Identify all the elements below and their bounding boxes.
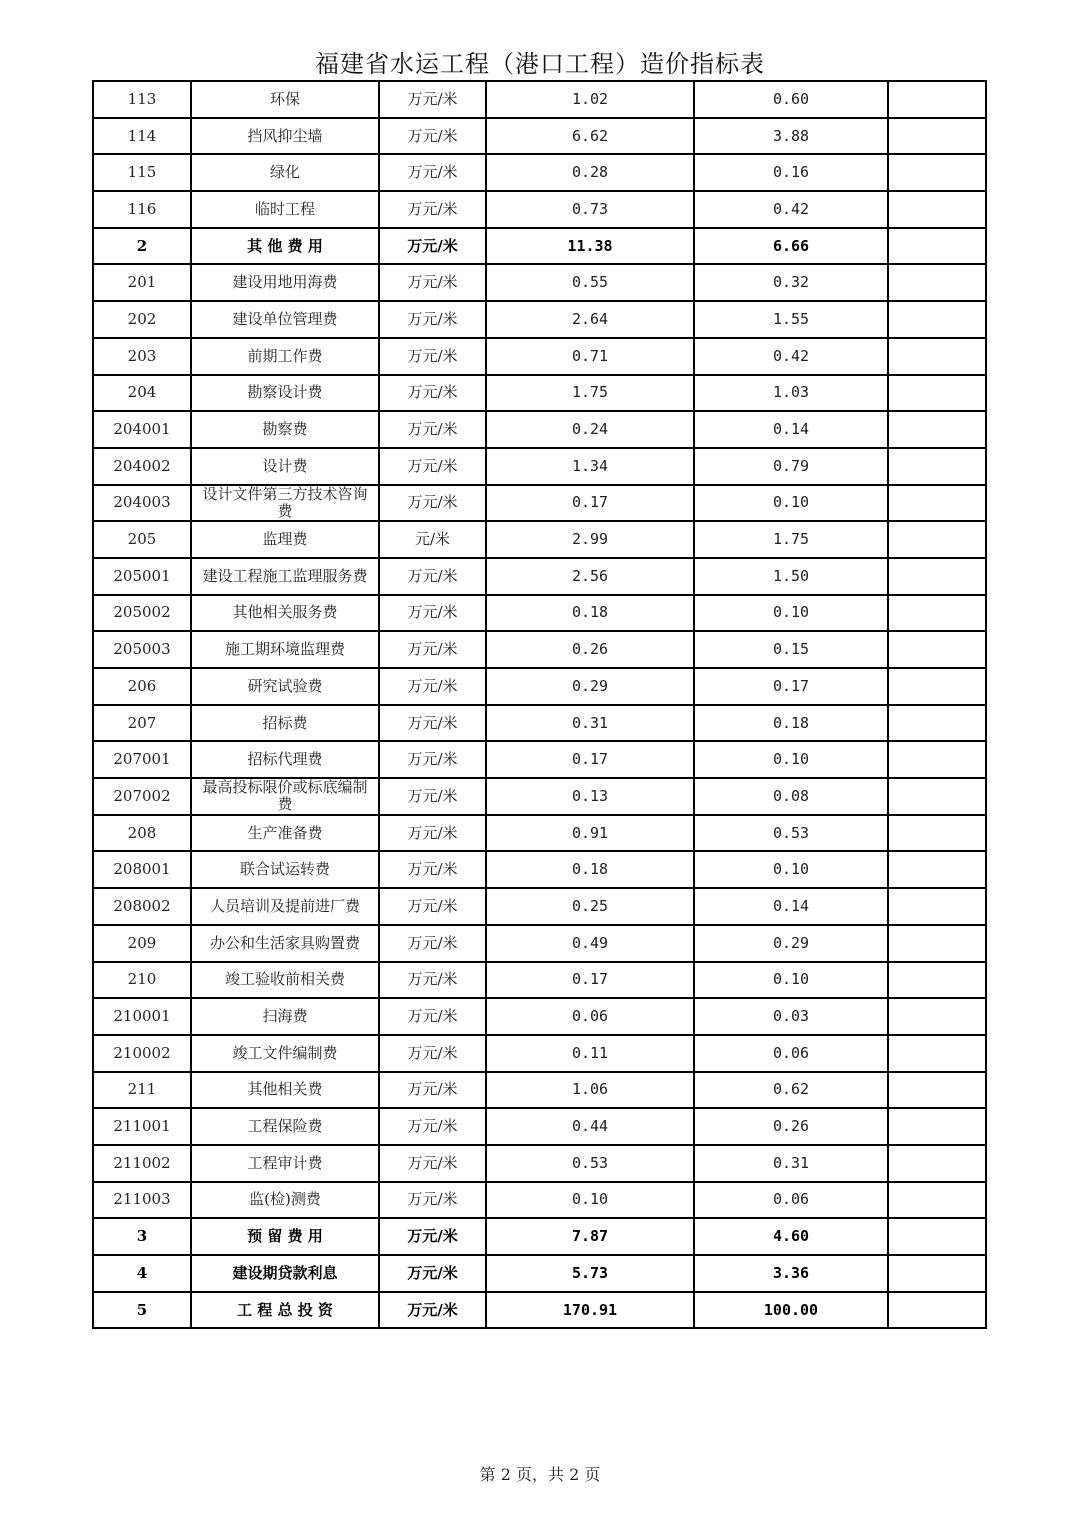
cell-item-name: 绿化 — [191, 154, 379, 191]
cell-code: 4 — [93, 1255, 191, 1292]
table-row — [93, 741, 986, 778]
cell-item-name: 研究试验费 — [191, 668, 379, 705]
cell-cost-index: 5.73 — [486, 1255, 694, 1292]
cell-remark — [888, 1182, 986, 1219]
table-row — [93, 81, 986, 118]
table-row — [93, 485, 986, 522]
cell-cost-index: 2.56 — [486, 558, 694, 595]
cell-remark — [888, 1218, 986, 1255]
table-row — [93, 1218, 986, 1255]
cell-code: 209 — [93, 925, 191, 962]
cell-unit: 万元/米 — [379, 1072, 486, 1109]
cell-cost-index: 2.64 — [486, 301, 694, 338]
cell-unit: 万元/米 — [379, 741, 486, 778]
cell-code: 204003 — [93, 485, 191, 522]
cell-remark — [888, 962, 986, 999]
cell-cost-index: 1.75 — [486, 375, 694, 412]
cell-item-name: 前期工作费 — [191, 338, 379, 375]
cell-unit: 万元/米 — [379, 998, 486, 1035]
cell-code: 211001 — [93, 1108, 191, 1145]
cell-percentage: 0.10 — [694, 851, 888, 888]
table-row — [93, 962, 986, 999]
cell-code: 208001 — [93, 851, 191, 888]
cell-code: 208 — [93, 815, 191, 852]
cell-unit: 万元/米 — [379, 264, 486, 301]
cell-unit: 万元/米 — [379, 191, 486, 228]
cell-percentage: 0.79 — [694, 448, 888, 485]
cell-cost-index: 0.25 — [486, 888, 694, 925]
table-row — [93, 521, 986, 558]
cell-percentage: 6.66 — [694, 228, 888, 265]
cell-code: 2 — [93, 228, 191, 265]
cell-cost-index: 0.31 — [486, 705, 694, 742]
table-row — [93, 228, 986, 265]
cell-item-name: 建设工程施工监理服务费 — [191, 558, 379, 595]
cell-unit: 万元/米 — [379, 375, 486, 412]
table-row — [93, 1035, 986, 1072]
table-row — [93, 118, 986, 155]
cell-code: 205003 — [93, 631, 191, 668]
cell-percentage: 100.00 — [694, 1292, 888, 1329]
cell-remark — [888, 888, 986, 925]
cell-item-name: 工 程 总 投 资 — [191, 1292, 379, 1329]
cell-percentage: 0.06 — [694, 1035, 888, 1072]
cell-code: 207 — [93, 705, 191, 742]
cell-unit: 万元/米 — [379, 595, 486, 632]
cell-percentage: 0.29 — [694, 925, 888, 962]
cell-percentage: 0.08 — [694, 778, 888, 815]
cell-remark — [888, 228, 986, 265]
table-row — [93, 448, 986, 485]
table-body — [93, 81, 986, 1328]
cell-remark — [888, 1072, 986, 1109]
cell-percentage: 0.18 — [694, 705, 888, 742]
table-row — [93, 558, 986, 595]
cell-code: 211 — [93, 1072, 191, 1109]
cell-cost-index: 0.17 — [486, 485, 694, 522]
cell-unit: 万元/米 — [379, 778, 486, 815]
cell-cost-index: 0.55 — [486, 264, 694, 301]
cell-unit: 万元/米 — [379, 1108, 486, 1145]
cell-code: 205001 — [93, 558, 191, 595]
table-row — [93, 631, 986, 668]
cell-remark — [888, 338, 986, 375]
cell-unit: 万元/米 — [379, 228, 486, 265]
cell-percentage: 0.31 — [694, 1145, 888, 1182]
cell-item-name: 生产准备费 — [191, 815, 379, 852]
cell-cost-index: 6.62 — [486, 118, 694, 155]
cell-item-name: 挡风抑尘墙 — [191, 118, 379, 155]
cell-cost-index: 0.24 — [486, 411, 694, 448]
cell-cost-index: 1.02 — [486, 81, 694, 118]
cell-code: 207002 — [93, 778, 191, 815]
cell-item-name: 设计费 — [191, 448, 379, 485]
cell-remark — [888, 815, 986, 852]
cell-percentage: 0.60 — [694, 81, 888, 118]
cell-remark — [888, 1108, 986, 1145]
cell-unit: 万元/米 — [379, 118, 486, 155]
table-row — [93, 1108, 986, 1145]
cell-unit: 万元/米 — [379, 1035, 486, 1072]
cell-percentage: 0.15 — [694, 631, 888, 668]
cell-percentage: 4.60 — [694, 1218, 888, 1255]
cell-item-name: 环保 — [191, 81, 379, 118]
cell-cost-index: 0.13 — [486, 778, 694, 815]
cell-item-name: 施工期环境监理费 — [191, 631, 379, 668]
cell-remark — [888, 558, 986, 595]
cell-remark — [888, 1255, 986, 1292]
table-row — [93, 1182, 986, 1219]
cell-cost-index: 0.17 — [486, 962, 694, 999]
cell-unit: 万元/米 — [379, 1145, 486, 1182]
cell-cost-index: 0.17 — [486, 741, 694, 778]
cell-percentage: 0.42 — [694, 191, 888, 228]
cell-unit: 元/米 — [379, 521, 486, 558]
cell-percentage: 1.50 — [694, 558, 888, 595]
cell-percentage: 0.10 — [694, 962, 888, 999]
cell-cost-index: 0.49 — [486, 925, 694, 962]
cell-code: 204 — [93, 375, 191, 412]
cell-code: 210 — [93, 962, 191, 999]
cell-item-name: 工程审计费 — [191, 1145, 379, 1182]
cell-unit: 万元/米 — [379, 1292, 486, 1329]
cell-item-name: 扫海费 — [191, 998, 379, 1035]
cell-code: 208002 — [93, 888, 191, 925]
cell-remark — [888, 668, 986, 705]
cell-cost-index: 0.28 — [486, 154, 694, 191]
cell-item-name: 预 留 费 用 — [191, 1218, 379, 1255]
cell-remark — [888, 411, 986, 448]
table-row — [93, 1255, 986, 1292]
cell-percentage: 0.62 — [694, 1072, 888, 1109]
cell-remark — [888, 631, 986, 668]
cell-unit: 万元/米 — [379, 485, 486, 522]
cell-remark — [888, 1292, 986, 1329]
cell-percentage: 0.06 — [694, 1182, 888, 1219]
cell-item-name: 设计文件第三方技术咨询费 — [191, 485, 379, 522]
cell-percentage: 3.88 — [694, 118, 888, 155]
cell-unit: 万元/米 — [379, 154, 486, 191]
cell-percentage: 0.03 — [694, 998, 888, 1035]
cell-unit: 万元/米 — [379, 411, 486, 448]
cell-percentage: 0.26 — [694, 1108, 888, 1145]
table-row — [93, 998, 986, 1035]
cell-unit: 万元/米 — [379, 558, 486, 595]
cost-index-table — [92, 80, 987, 1329]
table-row — [93, 1072, 986, 1109]
cell-code: 202 — [93, 301, 191, 338]
cell-remark — [888, 264, 986, 301]
cell-code: 115 — [93, 154, 191, 191]
cell-code: 203 — [93, 338, 191, 375]
cell-unit: 万元/米 — [379, 888, 486, 925]
cell-cost-index: 0.53 — [486, 1145, 694, 1182]
cell-remark — [888, 301, 986, 338]
cell-cost-index: 0.71 — [486, 338, 694, 375]
cell-unit: 万元/米 — [379, 301, 486, 338]
cell-item-name: 竣工文件编制费 — [191, 1035, 379, 1072]
table-row — [93, 191, 986, 228]
cell-item-name: 人员培训及提前进厂费 — [191, 888, 379, 925]
cell-item-name: 办公和生活家具购置费 — [191, 925, 379, 962]
cell-code: 210002 — [93, 1035, 191, 1072]
cell-remark — [888, 154, 986, 191]
cell-cost-index: 170.91 — [486, 1292, 694, 1329]
table-row — [93, 778, 986, 815]
cell-remark — [888, 925, 986, 962]
cell-item-name: 其他相关费 — [191, 1072, 379, 1109]
table-row — [93, 925, 986, 962]
page-footer: 第 2 页，共 2 页 — [479, 1465, 601, 1484]
table-row — [93, 1145, 986, 1182]
table-row — [93, 411, 986, 448]
cell-item-name: 临时工程 — [191, 191, 379, 228]
cell-code: 116 — [93, 191, 191, 228]
cell-percentage: 0.53 — [694, 815, 888, 852]
cell-unit: 万元/米 — [379, 851, 486, 888]
table-row — [93, 301, 986, 338]
cell-code: 113 — [93, 81, 191, 118]
cell-cost-index: 0.29 — [486, 668, 694, 705]
cell-remark — [888, 1035, 986, 1072]
cell-cost-index: 1.34 — [486, 448, 694, 485]
cell-code: 207001 — [93, 741, 191, 778]
cell-cost-index: 0.06 — [486, 998, 694, 1035]
cell-item-name: 勘察费 — [191, 411, 379, 448]
cell-remark — [888, 448, 986, 485]
cell-percentage: 0.17 — [694, 668, 888, 705]
cell-cost-index: 1.06 — [486, 1072, 694, 1109]
cell-item-name: 其他相关服务费 — [191, 595, 379, 632]
cell-unit: 万元/米 — [379, 1182, 486, 1219]
cell-percentage: 1.03 — [694, 375, 888, 412]
cell-percentage: 0.16 — [694, 154, 888, 191]
cell-code: 5 — [93, 1292, 191, 1329]
cell-unit: 万元/米 — [379, 631, 486, 668]
table-row — [93, 264, 986, 301]
cell-unit: 万元/米 — [379, 1255, 486, 1292]
cell-percentage: 0.32 — [694, 264, 888, 301]
cell-percentage: 0.10 — [694, 595, 888, 632]
cell-code: 114 — [93, 118, 191, 155]
cell-cost-index: 0.18 — [486, 851, 694, 888]
page-title: 福建省水运工程（港口工程）造价指标表 — [315, 50, 765, 78]
cell-code: 3 — [93, 1218, 191, 1255]
table-row — [93, 888, 986, 925]
table-row — [93, 705, 986, 742]
cell-item-name: 监(检)测费 — [191, 1182, 379, 1219]
cell-item-name: 工程保险费 — [191, 1108, 379, 1145]
cell-remark — [888, 778, 986, 815]
table-row — [93, 338, 986, 375]
cell-percentage: 0.10 — [694, 741, 888, 778]
cell-percentage: 0.14 — [694, 888, 888, 925]
cell-code: 205 — [93, 521, 191, 558]
cell-code: 204001 — [93, 411, 191, 448]
cell-item-name: 监理费 — [191, 521, 379, 558]
cell-cost-index: 0.26 — [486, 631, 694, 668]
cell-unit: 万元/米 — [379, 1218, 486, 1255]
cell-percentage: 0.14 — [694, 411, 888, 448]
cell-unit: 万元/米 — [379, 338, 486, 375]
cell-code: 204002 — [93, 448, 191, 485]
table-row — [93, 668, 986, 705]
table-row — [93, 815, 986, 852]
cell-remark — [888, 998, 986, 1035]
cell-cost-index: 0.18 — [486, 595, 694, 632]
cell-code: 201 — [93, 264, 191, 301]
cell-unit: 万元/米 — [379, 448, 486, 485]
cell-unit: 万元/米 — [379, 705, 486, 742]
cell-cost-index: 0.91 — [486, 815, 694, 852]
table-row — [93, 851, 986, 888]
cell-code: 211002 — [93, 1145, 191, 1182]
cell-cost-index: 0.11 — [486, 1035, 694, 1072]
cell-cost-index: 2.99 — [486, 521, 694, 558]
cell-code: 211003 — [93, 1182, 191, 1219]
cell-cost-index: 0.10 — [486, 1182, 694, 1219]
cell-item-name: 竣工验收前相关费 — [191, 962, 379, 999]
table-row — [93, 595, 986, 632]
cell-unit: 万元/米 — [379, 815, 486, 852]
cell-item-name: 建设单位管理费 — [191, 301, 379, 338]
cell-code: 206 — [93, 668, 191, 705]
cell-remark — [888, 485, 986, 522]
cell-item-name: 招标代理费 — [191, 741, 379, 778]
cell-percentage: 1.55 — [694, 301, 888, 338]
cell-item-name: 招标费 — [191, 705, 379, 742]
cell-cost-index: 0.44 — [486, 1108, 694, 1145]
cell-unit: 万元/米 — [379, 81, 486, 118]
cell-code: 210001 — [93, 998, 191, 1035]
cell-remark — [888, 191, 986, 228]
cell-percentage: 1.75 — [694, 521, 888, 558]
cell-item-name: 联合试运转费 — [191, 851, 379, 888]
cell-item-name: 最高投标限价或标底编制费 — [191, 778, 379, 815]
cell-item-name: 其 他 费 用 — [191, 228, 379, 265]
cell-cost-index: 11.38 — [486, 228, 694, 265]
cell-unit: 万元/米 — [379, 668, 486, 705]
cell-unit: 万元/米 — [379, 962, 486, 999]
cell-remark — [888, 81, 986, 118]
cell-remark — [888, 851, 986, 888]
cell-code: 205002 — [93, 595, 191, 632]
cell-remark — [888, 521, 986, 558]
cell-remark — [888, 375, 986, 412]
cell-item-name: 建设用地用海费 — [191, 264, 379, 301]
table-row — [93, 154, 986, 191]
cell-remark — [888, 118, 986, 155]
cell-remark — [888, 1145, 986, 1182]
table-row — [93, 1292, 986, 1329]
table-row — [93, 375, 986, 412]
cell-remark — [888, 705, 986, 742]
cell-cost-index: 7.87 — [486, 1218, 694, 1255]
cell-percentage: 3.36 — [694, 1255, 888, 1292]
cell-unit: 万元/米 — [379, 925, 486, 962]
cell-item-name: 建设期贷款利息 — [191, 1255, 379, 1292]
cell-remark — [888, 595, 986, 632]
cell-cost-index: 0.73 — [486, 191, 694, 228]
cell-remark — [888, 741, 986, 778]
cell-item-name: 勘察设计费 — [191, 375, 379, 412]
cell-percentage: 0.10 — [694, 485, 888, 522]
cell-percentage: 0.42 — [694, 338, 888, 375]
